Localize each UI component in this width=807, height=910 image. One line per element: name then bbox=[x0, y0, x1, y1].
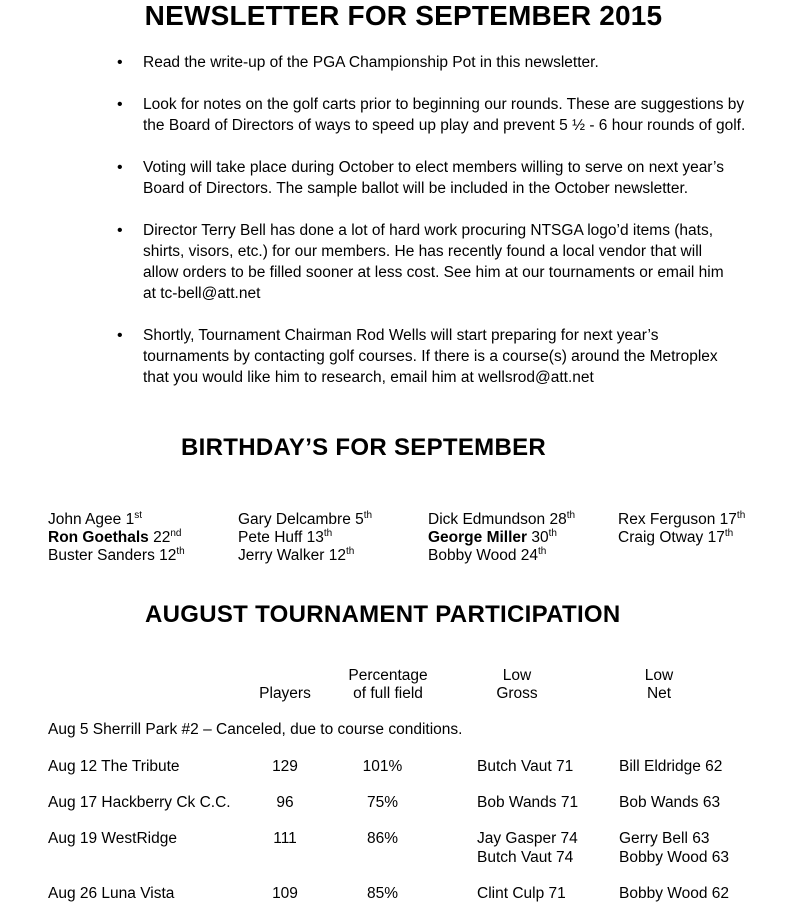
birthday-entry bbox=[48, 511, 185, 529]
players-count: 129 bbox=[272, 758, 298, 775]
birthday-name: Gary Delcambre bbox=[238, 511, 351, 528]
field-percentage: 101% bbox=[362, 758, 403, 775]
birthday-name: Bobby Wood bbox=[428, 547, 517, 564]
event-name: Aug 12 The Tribute bbox=[48, 758, 180, 775]
birthday-column bbox=[48, 511, 185, 565]
players-count: 111 bbox=[273, 830, 297, 847]
announcement-item: • Look for notes on the golf carts prior to beginning our rounds. These are suggestions by the Board of Directors of ways to speed up play and prevent 5 ½ - 6 hour rounds of golf. bbox=[110, 94, 768, 136]
birthday-suffix: th bbox=[736, 510, 746, 521]
canceled-event-note: Aug 5 Sherrill Park #2 – Canceled, due to course conditions. bbox=[48, 721, 463, 738]
birthday-day: 30 bbox=[531, 529, 549, 546]
low-gross-header-line2: Gross bbox=[496, 685, 538, 702]
birthdays-heading: BIRTHDAY’S FOR SEPTEMBER bbox=[181, 434, 547, 461]
low-gross-winner: Bob Wands 71 bbox=[477, 794, 579, 811]
low-gross-header-line1: Low bbox=[502, 667, 532, 684]
players-header: Players bbox=[259, 685, 311, 702]
birthday-day: 12 bbox=[328, 547, 346, 564]
birthday-column bbox=[428, 511, 575, 565]
birthday-entry bbox=[48, 547, 185, 565]
low-gross-winner: Butch Vaut 71 bbox=[477, 758, 574, 775]
announcement-item: • Read the write-up of the PGA Championship Pot in this newsletter. bbox=[110, 52, 770, 73]
announcement-item: • Shortly, Tournament Chairman Rod Wells will start preparing for next year’s tournaments by contacting golf courses. If there is a course(s) around the Metroplex that you would like him to research, email him at wellsrod@att.net bbox=[110, 325, 743, 388]
birthday-entry bbox=[618, 529, 745, 547]
percentage-header bbox=[333, 667, 443, 703]
event-name: Aug 26 Luna Vista bbox=[48, 885, 175, 902]
low-gross-winner: Clint Culp 71 bbox=[477, 885, 566, 902]
birthday-day: 28 bbox=[549, 511, 567, 528]
birthday-entry bbox=[238, 547, 372, 565]
low-net-winner: Bill Eldridge 62 bbox=[619, 758, 723, 775]
birthday-name: George Miller bbox=[428, 529, 528, 546]
birthday-day: 22 bbox=[153, 529, 171, 546]
birthday-entry bbox=[428, 529, 575, 547]
low-gross-winner: Butch Vaut 74 bbox=[477, 849, 574, 866]
percentage-header-line2: of full field bbox=[353, 685, 423, 702]
low-gross-header bbox=[477, 667, 557, 703]
birthday-name: Craig Otway bbox=[618, 529, 704, 546]
birthday-day: 17 bbox=[707, 529, 725, 546]
birthday-suffix: th bbox=[538, 546, 547, 557]
low-net-winner: Bob Wands 63 bbox=[619, 794, 721, 811]
birthday-name: Jerry Walker bbox=[238, 547, 325, 564]
birthday-name: Ron Goethals bbox=[48, 529, 149, 546]
birthday-entry bbox=[428, 547, 575, 565]
birthday-suffix: th bbox=[176, 546, 185, 557]
birthday-column bbox=[618, 511, 745, 547]
birthday-name: Rex Ferguson bbox=[618, 511, 716, 528]
low-net-header-line2: Net bbox=[646, 685, 672, 702]
birthday-suffix: th bbox=[548, 528, 557, 539]
announcement-item: • Voting will take place during October to elect members willing to serve on next year’s Board of Directors. The sample ballot will be included in the October newsletter. bbox=[110, 157, 743, 199]
newsletter-title: NEWSLETTER FOR SEPTEMBER 2015 bbox=[144, 0, 663, 31]
birthday-suffix: th bbox=[724, 528, 734, 539]
percentage-header-line1: Percentage bbox=[348, 667, 428, 684]
birthday-entry bbox=[428, 511, 575, 529]
birthday-day: 5 bbox=[355, 511, 364, 528]
birthday-suffix: th bbox=[323, 528, 333, 539]
birthday-column bbox=[238, 511, 372, 565]
birthday-day: 12 bbox=[159, 547, 177, 564]
low-net-header-line1: Low bbox=[644, 667, 674, 684]
birthday-entry bbox=[618, 511, 745, 529]
birthday-suffix: th bbox=[345, 546, 355, 557]
birthday-suffix: st bbox=[134, 510, 142, 521]
announcement-item: • Director Terry Bell has done a lot of hard work procuring NTSGA logo’d items (hats, shirts, visors, etc.) for our members. He has recently found a local vendor that will allow orders to be filled sooner at less cost. See him at our tournaments or email him at tc-bell@att.net bbox=[110, 220, 733, 304]
low-net-winner: Bobby Wood 63 bbox=[619, 849, 730, 866]
birthday-entry bbox=[238, 511, 372, 529]
low-net-header bbox=[619, 667, 699, 703]
field-percentage: 86% bbox=[366, 830, 399, 847]
tournament-heading: AUGUST TOURNAMENT PARTICIPATION bbox=[145, 601, 621, 628]
birthday-day: 17 bbox=[719, 511, 737, 528]
birthday-entry bbox=[238, 529, 372, 547]
field-percentage: 85% bbox=[366, 885, 399, 902]
low-net-winner: Bobby Wood 62 bbox=[619, 885, 730, 902]
field-percentage: 75% bbox=[366, 794, 399, 811]
birthday-name: Pete Huff bbox=[238, 529, 303, 546]
low-net-winner: Gerry Bell 63 bbox=[619, 830, 710, 847]
birthday-day: 13 bbox=[306, 529, 324, 546]
birthday-day: 24 bbox=[520, 547, 539, 564]
birthday-entry bbox=[48, 529, 185, 547]
birthday-name: John Agee bbox=[48, 511, 122, 528]
birthday-suffix: nd bbox=[170, 528, 182, 539]
players-count: 96 bbox=[276, 794, 294, 811]
birthday-name: Dick Edmundson bbox=[428, 511, 546, 528]
birthday-suffix: th bbox=[566, 510, 576, 521]
birthday-day: 1 bbox=[125, 511, 135, 528]
event-name: Aug 19 WestRidge bbox=[48, 830, 177, 847]
birthday-suffix: th bbox=[363, 510, 373, 521]
low-gross-winner: Jay Gasper 74 bbox=[477, 830, 578, 847]
announcement-list bbox=[110, 52, 770, 409]
event-name: Aug 17 Hackberry Ck C.C. bbox=[48, 794, 231, 811]
players-count: 109 bbox=[272, 885, 298, 902]
birthday-name: Buster Sanders bbox=[48, 547, 155, 564]
